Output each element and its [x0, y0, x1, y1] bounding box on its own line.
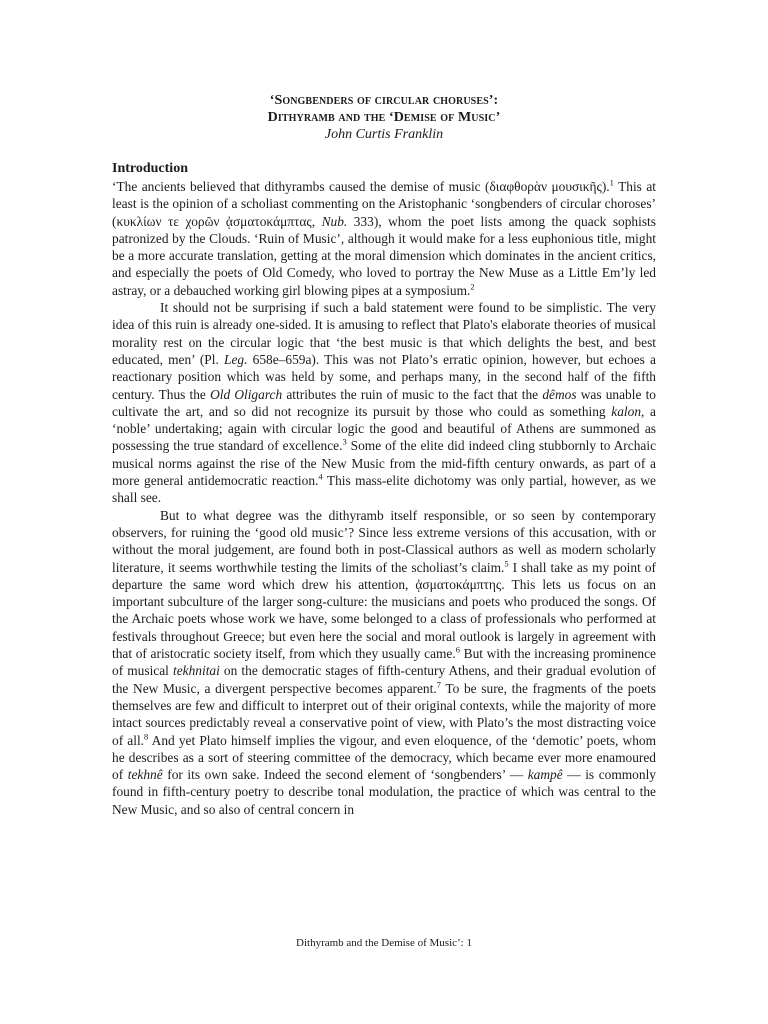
text-run: It should not be surprising if such a bald statement were found to be simplistic. The very idea of this ruin is already one-sided. It is amusing to reflect that Plato's elaborate theories of musical morality rest on the circular logic that ‘the best music is that which delights the best, and best educated, men’ (Pl. [112, 300, 656, 367]
italic-term: kalon [611, 403, 642, 419]
italic-term: Nub. [321, 213, 348, 229]
italic-term: Leg. [224, 351, 248, 367]
text-run: ‘The ancients believed that dithyrambs caused the demise of music (διαφθορὰν μουσικῆς). [112, 179, 610, 194]
paragraph-1 [112, 178, 656, 299]
footnote-ref[interactable]: 8 [144, 731, 149, 742]
text-run: I shall take as my point of departure the same word which drew his attention, ᾀσματοκάμπτης. This lets us focus on an important subculture of the larger song-culture: the musicians and poets who produced the songs. Of the Archaic poets whose work we have, some belonged to a class of professionals who performed at festivals throughout Greece; but even here the social and moral outlook is largely in agreement with that of aristocratic society itself, from which they usually came. [112, 559, 656, 662]
footnote-ref[interactable]: 7 [436, 679, 441, 690]
footnote-ref[interactable]: 2 [470, 281, 475, 292]
text-run: was unable to cultivate the art, and so did not recognize its pursuit by those who could as something [112, 386, 656, 419]
text-run: To be sure, the fragments of the poets themselves are few and difficult to interpret out of their original contexts, while the majority of more intact sources predictably reveal a conservative point of view, with Plato’s the most distracting voice of all. [112, 680, 656, 748]
author-name: John Curtis Franklin [324, 127, 444, 142]
text-run: And yet Plato himself implies the vigour, and even eloquence, of the ‘demotic’ poets, whom he describes as a sort of steering committee of the democracy, which became ever more enamoured of [112, 732, 656, 783]
title-line-2: Dithyramb and the ‘Demise of Music’ [267, 110, 501, 125]
footnote-ref[interactable]: 5 [504, 558, 509, 569]
title-line-1: ‘Songbenders of circular choruses’: [269, 93, 499, 108]
footnote-ref[interactable]: 1 [609, 177, 614, 188]
footnote-ref[interactable]: 6 [455, 644, 460, 655]
footnote-ref[interactable]: 3 [342, 436, 347, 447]
text-run: , a ‘noble’ undertaking; again with circular logic the good and beautiful of Athens are summoned as possessing the true standard of excellence. [112, 403, 657, 454]
text-run: attributes the ruin of music to the fact that the [282, 386, 543, 402]
text-run: on the democratic stages of fifth-century Athens, and their gradual evolution of the New Music, a divergent perspective becomes apparent. [112, 663, 656, 696]
italic-term: kampê [527, 767, 563, 783]
italic-term: tekhnê [127, 767, 163, 783]
text-run: 658e–659a). This was not Plato’s erratic opinion, however, but echoes a reactionary position which was held by some, and perhaps many, in the second half of the fifth century. Thus the [112, 351, 656, 402]
text-run: This at least is the opinion of a scholiast commenting on the Aristophanic ‘songbenders of circular choroses’ (κυκλίων τε χορῶν ᾀσματοκάμπτας, [112, 179, 656, 229]
paragraph-2 [112, 299, 656, 507]
section-heading: Introduction [112, 161, 188, 176]
text-run: But with the increasing prominence of musical [112, 646, 656, 679]
title-block [0, 92, 768, 143]
text-run: 333), whom the poet lists among the quack sophists patronized by the Clouds. ‘Ruin of Music’, although it would make for a less euphonious title, might be a more accurate translation, getting at the moral dimension which dominates in the ancient critics, and especially the poets of Old Comedy, who loved to portray the New Muse as a Little Em’ly led astray, or a debauched working girl blowing pipes at a symposium. [112, 213, 656, 298]
page-footer: Dithyramb and the Demise of Music’: 1 [296, 937, 472, 949]
italic-term: Old Oligarch [210, 386, 283, 402]
text-run: Some of the elite did indeed cling stubbornly to Archaic musical norms against the rise of the New Music from the mid-fifth century onwards, as part of a more general antidemocratic reaction. [112, 438, 657, 489]
italic-term: tekhnitai [172, 663, 220, 679]
text-run: — is commonly found in fifth-century poetry to describe tonal modulation, the practice of which was central to the New Music, and so also of central concern in [112, 767, 656, 817]
text-run: This mass-elite dichotomy was only partial, however, as we shall see. [112, 473, 656, 506]
text-run: for its own sake. Indeed the second element of ‘songbenders’ — [162, 767, 528, 783]
paragraph-3 [112, 507, 656, 818]
footnote-ref[interactable]: 4 [318, 471, 323, 482]
body-text [112, 178, 656, 818]
italic-term: dêmos [542, 386, 577, 402]
text-run: But to what degree was the dithyramb itself responsible, or so seen by contemporary observers, for ruining the ‘good old music’? Since less extreme versions of this accusation, with or without the moral judgement, are found both in post-Classical authors as well as modern scholarly literature, it seems worthwhile testing the limits of the scholiast’s claim. [112, 507, 656, 575]
